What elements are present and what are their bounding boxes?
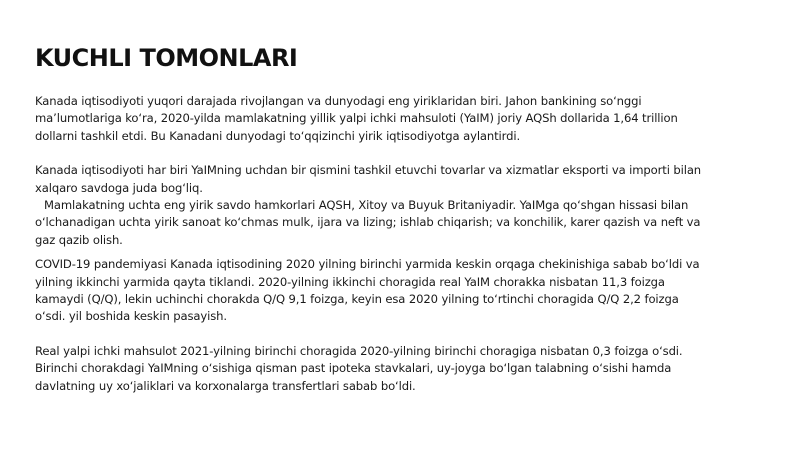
paragraph-economy-overview — [35, 93, 757, 145]
text-line: o‘sdi. yil boshida keskin pasayish. — [35, 309, 227, 324]
paragraph-gdp-growth-2021 — [35, 343, 757, 395]
slide — [35, 0, 765, 449]
slide-title: KUCHLI TOMONLARI — [35, 44, 298, 72]
text-line: o‘lchanadigan uchta yirik sanoat ko‘chmas mulk, ijara va lizing; ishlab chiqarish; va konchilik, karer qazish va neft va — [35, 215, 701, 230]
text-line: Kanada iqtisodiyoti har biri YaIMning uchdan bir qismini tashkil etuvchi tovarlar va xizmatlar eksporti va importi bilan — [35, 163, 702, 178]
text-line: Kanada iqtisodiyoti yuqori darajada rivojlangan va dunyodagi eng yiriklaridan biri. Jahon bankining so‘nggi — [35, 94, 642, 108]
paragraph-trade-partners — [35, 197, 757, 249]
paragraph-spacer — [35, 326, 757, 343]
text-line: Mamlakatning uchta eng yirik savdo hamkorlari AQSH, Xitoy va Buyuk Britaniyadir. YaIMga qo‘shgan hissasi bilan — [44, 198, 689, 213]
paragraph-spacer — [35, 145, 757, 162]
text-line: COVID-19 pandemiyasi Kanada iqtisodining 2020 yilning birinchi yarmida keskin orqaga chekinishiga sabab bo‘ldi va — [35, 257, 700, 272]
paragraph-covid-impact — [35, 256, 757, 326]
text-line: xalqaro savdoga juda bog‘liq. — [35, 180, 203, 195]
text-line: yilning ikkinchi yarmida qayta tiklandi. 2020-yilning ikkinchi choragida real YaIM chorakka nisbatan 11,3 foizga — [35, 274, 665, 289]
text-line: kamaydi (Q/Q), lekin uchinchi chorakda Q/Q 9,1 foizga, keyin esa 2020 yilning to‘rtinchi choragida Q/Q 2,2 foizga — [35, 292, 679, 307]
text-line: dollarni tashkil etdi. Bu Kanadani dunyodagi to‘qqizinchi yirik iqtisodiyotga aylantirdi. — [35, 128, 521, 143]
text-line: Birinchi chorakdagi YaIMning o‘sishiga qisman past ipoteka stavkalari, uy-joyga bo‘lgan talabning o‘sishi hamda — [35, 361, 672, 376]
text-line: ma’lumotlariga ko‘ra, 2020-yilda mamlakatning yillik yalpi ichki mahsuloti (YaIM) joriy AQSh dollarida 1,64 trillion — [35, 111, 678, 126]
text-line: davlatning uy xo‘jaliklari va korxonalarga transfertlari sabab bo‘ldi. — [35, 378, 416, 393]
paragraph-trade-dependence — [35, 162, 757, 197]
slide-body — [35, 93, 757, 395]
paragraph-spacer — [35, 249, 757, 256]
text-line: Real yalpi ichki mahsulot 2021-yilning birinchi choragida 2020-yilning birinchi choragiga nisbatan 0,3 foizga o‘sdi. — [35, 343, 683, 358]
text-line: gaz qazib olish. — [35, 232, 123, 247]
